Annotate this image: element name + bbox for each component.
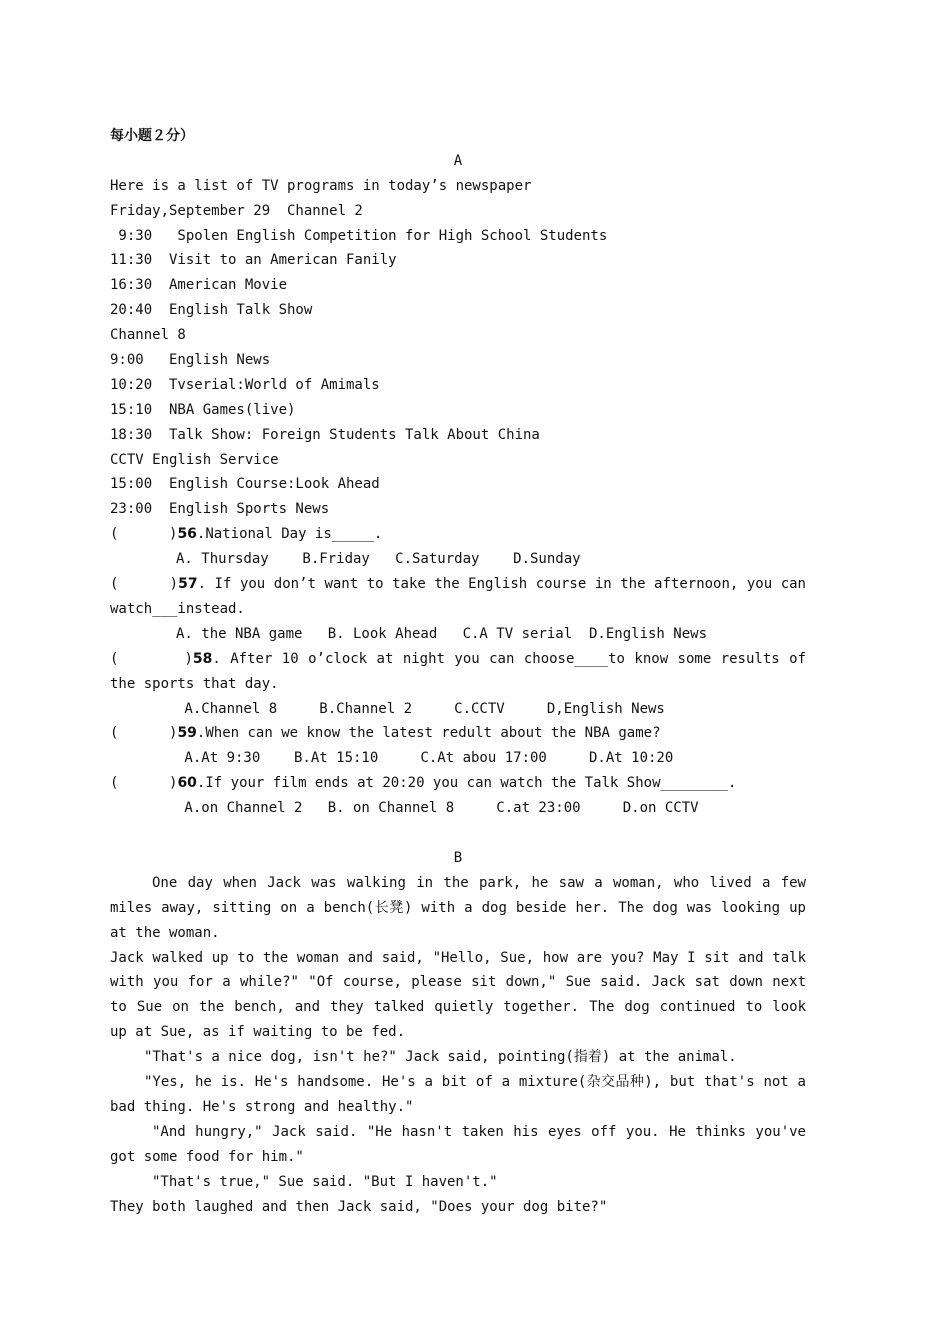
passage-paragraph: One day when Jack was walking in the park, he saw a woman, who lived a few miles away, sitting on a bench(长凳) with a dog beside her. The dog was looking up at the woman. bbox=[110, 874, 806, 941]
answer-paren[interactable]: ( ) bbox=[110, 775, 178, 792]
program-item: 15:00 English Course:Look Ahead bbox=[110, 476, 380, 493]
program-item: 18:30 Talk Show: Foreign Students Talk About China bbox=[110, 426, 540, 443]
program-item: 10:20 Tvserial:World of Amimals bbox=[110, 376, 380, 393]
passage-paragraph: "Yes, he is. He's handsome. He's a bit of a mixture(杂交品种), but that's not a bad thing. He's strong and healthy." bbox=[110, 1074, 806, 1115]
passage-paragraph: "And hungry," Jack said. "He hasn't taken his eyes off you. He thinks you've got some food for him." bbox=[110, 1123, 806, 1165]
question-options: A.At 9:30 B.At 15:10 C.At abou 17:00 D.At 10:20 bbox=[176, 750, 674, 767]
answer-paren[interactable]: ( ) bbox=[110, 725, 178, 742]
program-item: 9:30 Spolen English Competition for High School Students bbox=[110, 227, 608, 244]
header-note: 每小题２分） bbox=[110, 128, 194, 144]
question-number: 60 bbox=[177, 775, 197, 792]
section-b-passage bbox=[110, 871, 806, 1220]
passage-paragraph: "That's true," Sue said. "But I haven't." bbox=[152, 1173, 498, 1190]
question-text: .If your film ends at 20:20 you can watch the Talk Show________. bbox=[196, 775, 737, 792]
question-58 bbox=[110, 647, 806, 722]
passage-paragraph: Jack walked up to the woman and said, "Hello, Sue, how are you? May I sit and talk with you for a while?" "Of course, please sit down," Sue said. Jack sat down next to Sue on the bench, and they talked quietly together. The dog continued to look up at Sue, as if waiting to be fed. bbox=[110, 949, 806, 1041]
question-text: . If you don’t want to take the English course in the afternoon, you can watch___instead. bbox=[110, 576, 806, 617]
program-item: 23:00 English Sports News bbox=[110, 501, 330, 518]
program-item: 9:00 English News bbox=[110, 352, 271, 369]
question-text: . After 10 o’clock at night you can choose____to know some results of the sports that day. bbox=[110, 650, 806, 692]
question-56 bbox=[110, 522, 806, 572]
question-number: 58 bbox=[192, 650, 213, 667]
section-a-intro: Here is a list of TV programs in today’s newspaper bbox=[110, 177, 532, 194]
channel2-list bbox=[110, 224, 806, 324]
cctv-list bbox=[110, 472, 806, 522]
channel8-list bbox=[110, 348, 806, 448]
channel8-title: Channel 8 bbox=[110, 327, 186, 344]
section-a-title: A bbox=[453, 152, 463, 169]
question-text: .When can we know the latest redult about the NBA game? bbox=[196, 725, 661, 742]
program-item: 20:40 English Talk Show bbox=[110, 302, 313, 319]
date-line: Friday,September 29 Channel 2 bbox=[110, 202, 363, 219]
program-item: 11:30 Visit to an American Fanily bbox=[110, 252, 397, 269]
question-number: 56 bbox=[177, 526, 197, 543]
question-options: A. Thursday B.Friday C.Saturday D.Sunday bbox=[176, 551, 581, 568]
question-60 bbox=[110, 771, 806, 821]
question-57 bbox=[110, 572, 806, 647]
question-text: .National Day is_____. bbox=[196, 526, 383, 543]
question-options: A.Channel 8 B.Channel 2 C.CCTV D,English News bbox=[176, 700, 665, 717]
answer-paren[interactable]: ( ) bbox=[110, 526, 178, 543]
section-b-title: B bbox=[453, 849, 463, 866]
question-59 bbox=[110, 721, 806, 771]
passage-paragraph: They both laughed and then Jack said, "Does your dog bite?" bbox=[110, 1198, 608, 1215]
program-item: 16:30 American Movie bbox=[110, 277, 288, 294]
question-number: 57 bbox=[178, 576, 198, 593]
passage-paragraph: "That's a nice dog, isn't he?" Jack said, pointing(指着) at the animal. bbox=[144, 1049, 737, 1066]
question-number: 59 bbox=[177, 725, 197, 742]
question-options: A. the NBA game B. Look Ahead C.A TV serial D.English News bbox=[176, 625, 708, 642]
answer-paren[interactable]: ( ) bbox=[110, 650, 193, 667]
cctv-title: CCTV English Service bbox=[110, 451, 279, 468]
document-page bbox=[110, 124, 806, 1219]
program-item: 15:10 NBA Games(live) bbox=[110, 401, 296, 418]
spacer bbox=[110, 821, 806, 846]
question-options: A.on Channel 2 B. on Channel 8 C.at 23:00 D.on CCTV bbox=[176, 800, 699, 817]
answer-paren[interactable]: ( ) bbox=[110, 576, 179, 593]
